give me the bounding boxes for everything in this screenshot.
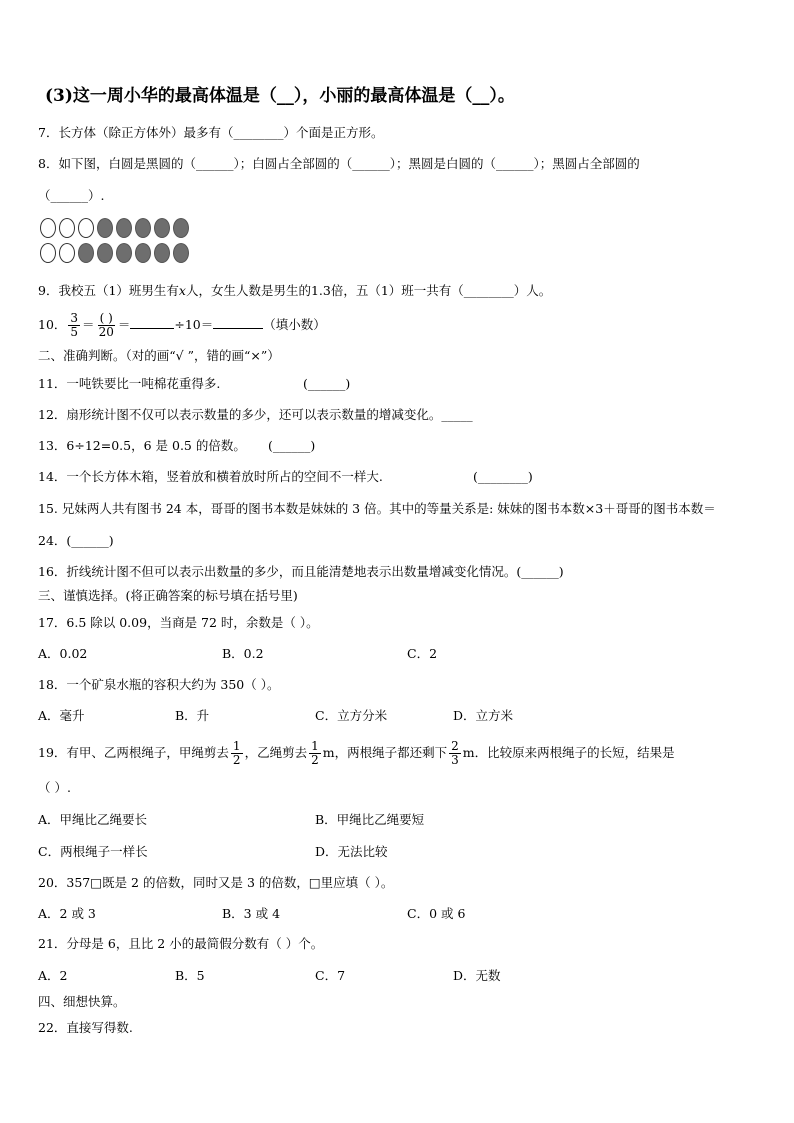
white-circle xyxy=(40,243,56,263)
answer-blank[interactable] xyxy=(130,317,174,329)
fraction-one-half xyxy=(231,740,243,767)
fraction-two-thirds xyxy=(449,740,461,767)
black-circle xyxy=(78,243,94,263)
question-9-text xyxy=(38,283,551,299)
question-19-part-a: 19．有甲、乙两根绳子，甲绳剪去 xyxy=(38,745,229,760)
question-8-line2: （______）. xyxy=(38,188,105,203)
white-circle xyxy=(78,218,94,238)
white-circle xyxy=(40,218,56,238)
question-19-option-d: D．无法比较 xyxy=(315,844,388,859)
question-17-option-a: A．0.02 xyxy=(38,646,88,661)
question-9-part-a: 9．我校五（1）班男生有 xyxy=(38,283,179,298)
question-20-option-c: C．0 或 6 xyxy=(407,906,466,921)
white-circle xyxy=(59,218,75,238)
equals-sign: ＝ xyxy=(117,317,131,332)
section-3-heading: 三、谨慎选择。(将正确答案的标号填在括号里) xyxy=(38,588,298,603)
question-21-text: 21．分母是 6，且比 2 小的最简假分数有（ ）个。 xyxy=(38,936,324,951)
black-circle xyxy=(154,243,170,263)
question-18-text: 18．一个矿泉水瓶的容积大约为 350（ ）。 xyxy=(38,677,280,692)
question-12-text: 12．扇形统计图不仅可以表示数量的多少，还可以表示数量的增减变化。_____ xyxy=(38,407,473,422)
question-18-option-a: A．毫升 xyxy=(38,708,85,723)
black-circle xyxy=(97,243,113,263)
fraction-denominator: 5 xyxy=(70,325,79,339)
question-7-text: 7．长方体（除正方体外）最多有（________）个面是正方形。 xyxy=(38,125,384,140)
question-19-part-b: ，乙绳剪去 xyxy=(244,745,308,760)
black-circle xyxy=(173,243,189,263)
black-circle xyxy=(116,243,132,263)
question-11-blank: (______) xyxy=(303,376,351,391)
question-19-part-c: m，两根绳子都还剩下 xyxy=(322,745,448,760)
question-10-prefix: 10． xyxy=(38,317,67,332)
question-17-text: 17．6.5 除以 0.09，当商是 72 时，余数是（ ）。 xyxy=(38,615,319,630)
question-22-text: 22．直接写得数. xyxy=(38,1020,133,1035)
question-19-line2: （ ）. xyxy=(38,780,71,795)
question-17-option-c: C．2 xyxy=(407,646,438,661)
question-21-option-a: A．2 xyxy=(38,968,68,983)
fraction-blank-20 xyxy=(97,312,116,339)
question-10-suffix: （填小数） xyxy=(263,317,326,332)
black-circle xyxy=(97,218,113,238)
question-15-line1: 15. 兄妹两人共有图书 24 本，哥哥的图书本数是妹妹的 3 倍。其中的等量关系是: 妹妹的图书本数×3＋哥哥的图书本数＝ xyxy=(38,501,716,516)
fraction-numerator: 3 xyxy=(70,311,79,325)
fraction-numerator: ( ) xyxy=(99,311,113,325)
white-circle xyxy=(59,243,75,263)
circle-row-2 xyxy=(40,243,192,263)
black-circle xyxy=(135,243,151,263)
question-10-text xyxy=(38,312,326,339)
question-18-option-c: C．立方分米 xyxy=(315,708,388,723)
circle-row-1 xyxy=(40,218,192,238)
answer-blank[interactable] xyxy=(213,317,263,329)
fraction-denominator: 3 xyxy=(451,753,459,767)
fraction-one-half xyxy=(309,740,321,767)
question-20-option-b: B．3 或 4 xyxy=(222,906,281,921)
question-21-option-d: D．无数 xyxy=(453,968,501,983)
section-4-heading: 四、细想快算。 xyxy=(38,994,126,1009)
question-11-text: 11．一吨铁要比一吨棉花重得多. xyxy=(38,376,221,391)
question-19-option-b: B．甲绳比乙绳要短 xyxy=(315,812,425,827)
fraction-denominator: 2 xyxy=(311,753,319,767)
question-13-blank: (______) xyxy=(268,438,316,453)
section-2-heading: 二、准确判断。（对的画“√ ”，错的画“×”） xyxy=(38,348,280,363)
question-19-option-c: C．两根绳子一样长 xyxy=(38,844,148,859)
question-20-text: 20．357□既是 2 的倍数，同时又是 3 的倍数，□里应填（ ）。 xyxy=(38,875,394,890)
question-19-option-a: A．甲绳比乙绳要长 xyxy=(38,812,148,827)
question-21-option-c: C．7 xyxy=(315,968,346,983)
question-10-middle: ÷10＝ xyxy=(174,317,214,332)
fraction-numerator: 1 xyxy=(232,739,241,753)
black-circle xyxy=(135,218,151,238)
question-17-option-b: B．0.2 xyxy=(222,646,264,661)
fraction-numerator: 2 xyxy=(451,739,459,753)
black-circle xyxy=(173,218,189,238)
black-circle xyxy=(154,218,170,238)
question-15-line2: 24．(______) xyxy=(38,533,114,548)
black-circle xyxy=(116,218,132,238)
question-19-part-d: m．比较原来两根绳子的长短，结果是 xyxy=(462,745,675,760)
question-3-text: (3)这一周小华的最高体温是（__），小丽的最高体温是（__）。 xyxy=(45,86,515,106)
equals-sign: ＝ xyxy=(82,317,95,332)
question-18-option-d: D．立方米 xyxy=(453,708,514,723)
question-14-blank: (________) xyxy=(473,469,533,484)
fraction-denominator: 20 xyxy=(98,325,114,339)
question-9-part-b: 人，女生人数是男生的1.3倍，五（1）班一共有（________）人。 xyxy=(185,283,552,298)
question-19-line1 xyxy=(38,740,675,767)
question-8-line1: 8．如下图，白圆是黑圆的（______）；白圆占全部圆的（______）；黑圆是白圆的（______）；黑圆占全部圆的 xyxy=(38,156,640,171)
question-13-text: 13．6÷12=0.5，6 是 0.5 的倍数。 xyxy=(38,438,246,453)
question-9-variable: x xyxy=(178,283,186,298)
fraction-denominator: 2 xyxy=(232,753,241,767)
question-16-text: 16．折线统计图不但可以表示出数量的多少，而且能清楚地表示出数量增减变化情况。(______) xyxy=(38,564,564,579)
question-18-option-b: B．升 xyxy=(175,708,210,723)
question-14-text: 14．一个长方体木箱，竖着放和横着放时所占的空间不一样大. xyxy=(38,469,383,484)
fraction-numerator: 1 xyxy=(311,739,319,753)
question-20-option-a: A．2 或 3 xyxy=(38,906,96,921)
fraction-3-5 xyxy=(68,312,80,339)
question-21-option-b: B．5 xyxy=(175,968,205,983)
